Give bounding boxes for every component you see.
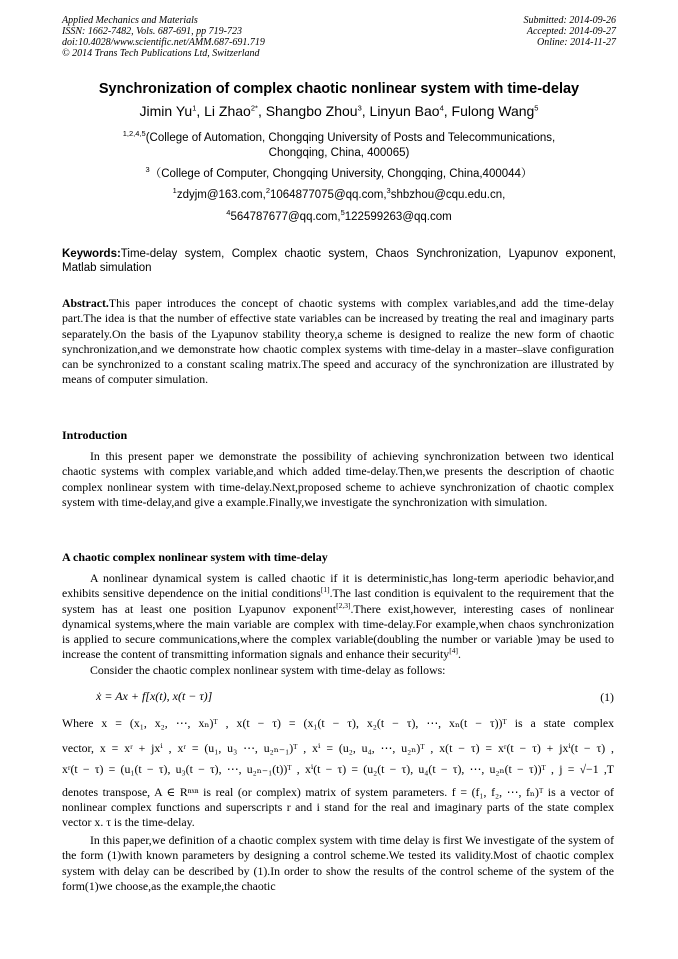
email-mark: 5 (340, 208, 345, 218)
accepted-date: Accepted: 2014-09-27 (526, 26, 616, 37)
journal-header-right (524, 15, 617, 48)
section-heading: Introduction (62, 428, 128, 442)
journal-header-left (62, 15, 265, 59)
abstract-text: This paper introduces the concept of chaotic systems with complex variables,and add the time-delay part.The idea is that the number of effective state variables can be increased by treating the real and imaginary parts separately.On the basis of the Lyapunov stability theory,a scheme is designed to realize the new form of chaotic synchronization,and we demonstrate how chaotic complex systems with time-delay in a master–slave configuration can be synchronized to a constant scaling matrix.The speed and accuracy of the synchronization are illustrated by means of computer simulation. (62, 296, 614, 387)
author-mark: 1 (192, 103, 197, 113)
abstract-label: Abstract. (62, 296, 109, 310)
author-mark: 4 (439, 103, 444, 113)
email-mark: 4 (226, 208, 231, 218)
keywords-label: Keywords: (62, 248, 121, 260)
author-name: Jimin Yu (139, 103, 193, 119)
section-paragraph (62, 571, 614, 678)
copyright-line: © 2014 Trans Tech Publications Ltd, Switzerland (62, 48, 260, 59)
paragraph-text: Consider the chaotic complex nonlinear system with time-delay as follows: (90, 662, 446, 677)
equation-number: (1) (600, 690, 614, 704)
affiliation-line: (College of Automation, Chongqing University of Posts and Telecommunications, (145, 132, 556, 144)
affiliation-line: （College of Computer, Chongqing University, Chongqing, China,400044） (149, 168, 533, 180)
email-line-1 (60, 186, 618, 201)
affiliation-mark: 3 (145, 165, 150, 175)
email-link[interactable]: 122599263@qq.com (344, 211, 452, 223)
author-mark: 2* (250, 103, 258, 113)
affiliation-2 (60, 167, 618, 182)
email-link[interactable]: shbzhou@cqu.edu.cn, (390, 189, 506, 201)
math-line: vector, x = xʳ + jxⁱ , xʳ = (u₁, u₃ ⋯, u₂ₙ₋₁)ᵀ , xⁱ = (u₂, u₄, ⋯, u₂ₙ)ᵀ , x(t − τ) = xʳ(t − τ) + jxⁱ(t − τ) , (62, 741, 614, 755)
section-paragraph: In this paper,we definition of a chaotic complex system with time delay is first We investigate of the system of the form (1)with known parameters by designing a control scheme.We tested its validity.Most of chaotic complex system with delay can be described by (1).In order to show the results of the control scheme of the system of the form(1)we choose,as the example,the chaotic (62, 833, 614, 893)
equation-1: ẋ = Ax + f[x(t), x(t − τ)] (96, 689, 213, 703)
keywords-text: Time-delay system, Complex chaotic system, Chaos Synchronization, Lyapunov exponent, Matlab simulation (62, 248, 616, 274)
math-paragraph: denotes transpose, A ∈ Rⁿˣⁿ is real (or complex) matrix of system parameters. f = (f₁, f₂, ⋯, fₙ)ᵀ is a vector of nonlinear complex functions and superscripts r and i stand for the real and imaginary parts of the state complex vector x. τ is the time-delay. (62, 785, 614, 829)
author-mark: 3 (357, 103, 362, 113)
email-line-2 (60, 208, 618, 223)
affiliation-line: Chongqing, China, 400065) (268, 147, 410, 159)
introduction-paragraph: In this present paper we demonstrate the possibility of achieving synchronization between two identical chaotic systems with complex variable,and which added time-delay.Then,we presents the description of chaotic complex nonlinear system with time-delay.Next,proposed scheme to achieve synchronization of chaotic complex system with time-delay,and give a example.Finally,we investigate the synchronization with simulation. (62, 449, 614, 509)
author-list: Jimin Yu$^1$, Li Zhao$^{2*}$, Shangbo Zhou$^3$, Linyun Bao$^4$, Fulong Wang$^5$ (139, 103, 539, 119)
abstract (62, 296, 614, 388)
issn-line: ISSN: 1662-7482, Vols. 687-691, pp 719-723 (62, 26, 242, 37)
paper-title: Synchronization of complex chaotic nonlinear system with time-delay (98, 81, 580, 97)
email-link[interactable]: 564787677@qq.com, (230, 211, 341, 223)
math-line: Where x = (x₁, x₂, ⋯, xₙ)ᵀ , x(t − τ) = (x₁(t − τ), x₂(t − τ), ⋯, xₙ(t − τ))ᵀ is a state complex (62, 716, 614, 730)
paragraph-text: .The last condition is equivalent to the requirement that the system has at least one position Lyapunov exponent (62, 586, 615, 616)
online-date: Online: 2014-11-27 (537, 37, 616, 48)
citation[interactable]: [4] (449, 646, 458, 656)
journal-name: Applied Mechanics and Materials (62, 15, 198, 26)
author-name: Linyun Bao (369, 103, 440, 119)
author-mark: 5 (534, 103, 539, 113)
email-mark: 3 (386, 186, 391, 196)
math-line: xʳ(t − τ) = (u₁(t − τ), u₃(t − τ), ⋯, u₂ₙ₋₁(t))ᵀ , xⁱ(t − τ) = (u₂(t − τ), u₄(t − τ), ⋯, u₂ₙ(t − τ))ᵀ , j = √−1 ,T (62, 762, 614, 776)
submitted-date: Submitted: 2014-09-26 (523, 15, 616, 26)
author-name: Shangbo Zhou (265, 103, 358, 119)
paragraph-text: .There exist,however, interesting cases of nonlinear dynamical systems,where the main variable are complex with time-delay.For example,when chaos synchronization is applied to secure communications,where the complex variable(doubling the number or variable )may be used to increase the content of transmitting information signals and enhance their security (62, 601, 614, 662)
email-link[interactable]: 1064877075@qq.com, (270, 189, 387, 201)
doi-line: doi:10.4028/www.scientific.net/AMM.687-691.719 (62, 37, 265, 48)
affiliation-mark: 1,2,4,5 (122, 129, 146, 139)
email-mark: 2 (265, 186, 270, 196)
author-name: Fulong Wang (451, 103, 535, 119)
citation[interactable]: [1] (320, 585, 330, 595)
paragraph-text: A nonlinear dynamical system is called chaotic if it is deterministic,has long-term aperiodic behavior,and exhibits sensitive dependence on the initial conditions (62, 571, 614, 601)
email-link[interactable]: zdyjm@163.com, (176, 189, 266, 201)
keywords (62, 247, 616, 275)
affiliation-1 (60, 131, 618, 161)
email-mark: 1 (172, 186, 177, 196)
paragraph-text: . (457, 647, 461, 662)
citation[interactable]: [2,3] (336, 600, 351, 610)
author-name: Li Zhao (204, 103, 251, 119)
section-heading: A chaotic complex nonlinear system with time-delay (62, 550, 328, 564)
